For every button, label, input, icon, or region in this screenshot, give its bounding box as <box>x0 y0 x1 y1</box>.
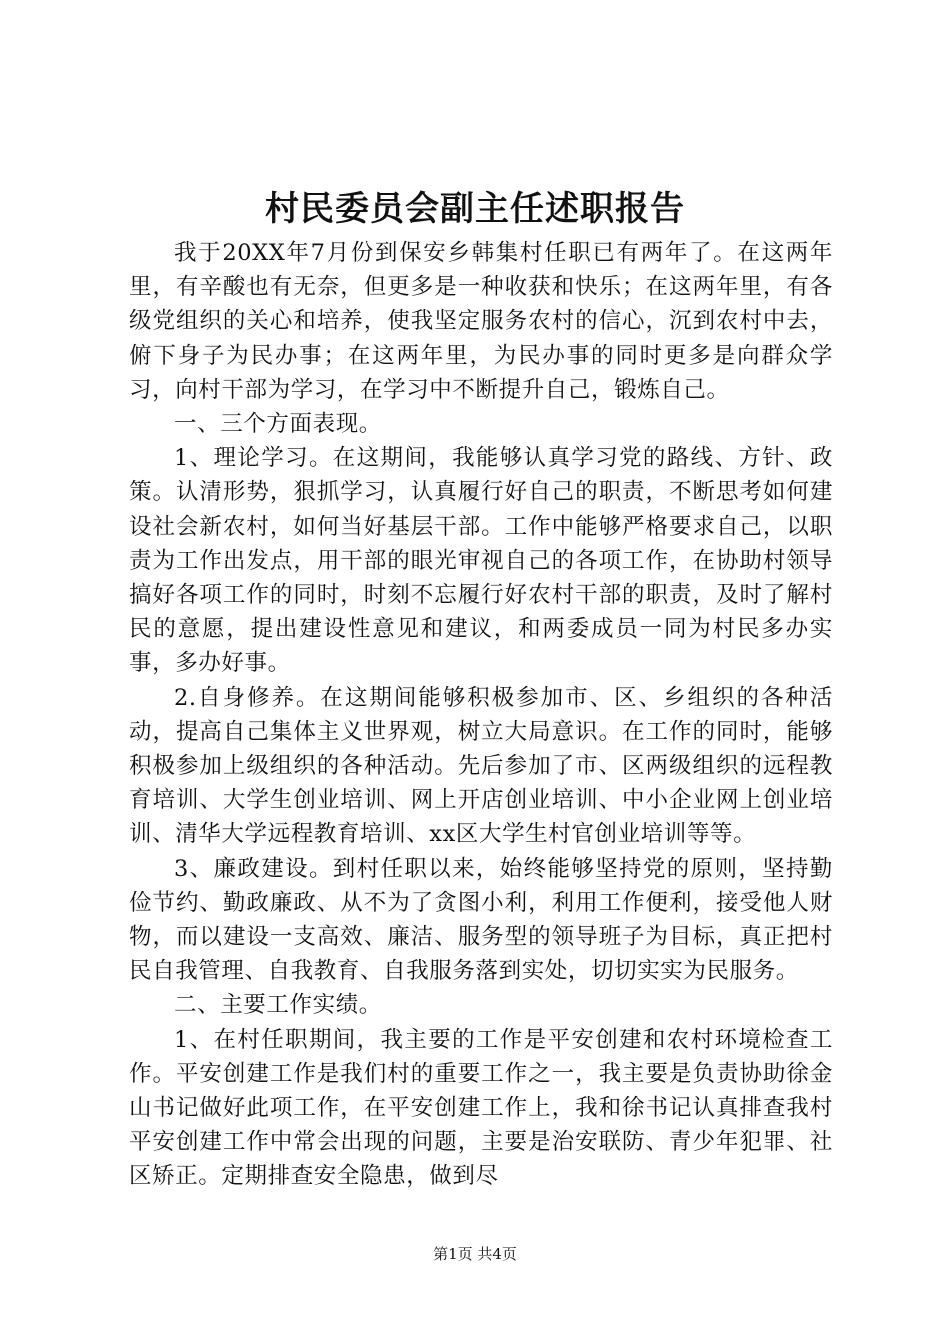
paragraph-work-achievements: 1、在村任职期间，我主要的工作是平安创建和农村环境检查工作。平安创建工作是我们村的重要工作之一，我主要是负责协助徐金山书记做好此项工作，在平安创建工作上，我和徐书记认真排查我村平安创建工作中常会出现的问题，主要是治安联防、青少年犯罪、社区矫正。定期排查安全隐患，做到尽 <box>129 1026 833 1190</box>
document-body <box>129 236 833 1194</box>
section-heading-1: 一、三个方面表现。 <box>174 411 382 438</box>
paragraph-intro: 我于20XX年7月份到保安乡韩集村任职已有两年了。在这两年里，有辛酸也有无奈，但更多是一种收获和快乐；在这两年里，有各级党组织的关心和培养，使我坚定服务农村的信心，沉到农村中去，俯下身子为民办事；在这两年里，为民办事的同时更多是向群众学习，向村干部为学习，在学习中不断提升自己，锻炼自己。 <box>129 240 833 403</box>
paragraph-integrity: 3、廉政建设。到村任职以来，始终能够坚持党的原则，坚持勤俭节约、勤政廉政、从不为了贪图小利，利用工作便利，接受他人财物，而以建设一支高效、廉洁、服务型的领导班子为目标，真正把村民自我管理、自我教育、自我服务落到实处，切切实实为民服务。 <box>129 855 833 985</box>
section-heading-2: 二、主要工作实绩。 <box>174 992 382 1019</box>
document-title: 村民委员会副主任述职报告 <box>265 189 685 229</box>
paragraph-self-cultivation: 2.自身修养。在这期间能够积极参加市、区、乡组织的各种活动，提高自己集体主义世界观，树立大局意识。在工作的同时，能够积极参加上级组织的各种活动。先后参加了市、区两级组织的远程教育培训、大学生创业培训、网上开店创业培训、中小企业网上创业培训、清华大学远程教育培训、xx区大学生村官创业培训等等。 <box>129 684 833 848</box>
paragraph-theory-study: 1、理论学习。在这期间，我能够认真学习党的路线、方针、政策。认清形势，狠抓学习，认真履行好自己的职责，不断思考如何建设社会新农村，如何当好基层干部。工作中能够严格要求自己，以职责为工作出发点，用干部的眼光审视自己的各项工作，在协助村领导搞好各项工作的同时，时刻不忘履行好农村干部的职责，及时了解村民的意愿，提出建设性意见和建议，和两委成员一同为村民多办实事，多办好事。 <box>129 445 833 677</box>
page-number: 第1页 共4页 <box>433 1245 517 1263</box>
